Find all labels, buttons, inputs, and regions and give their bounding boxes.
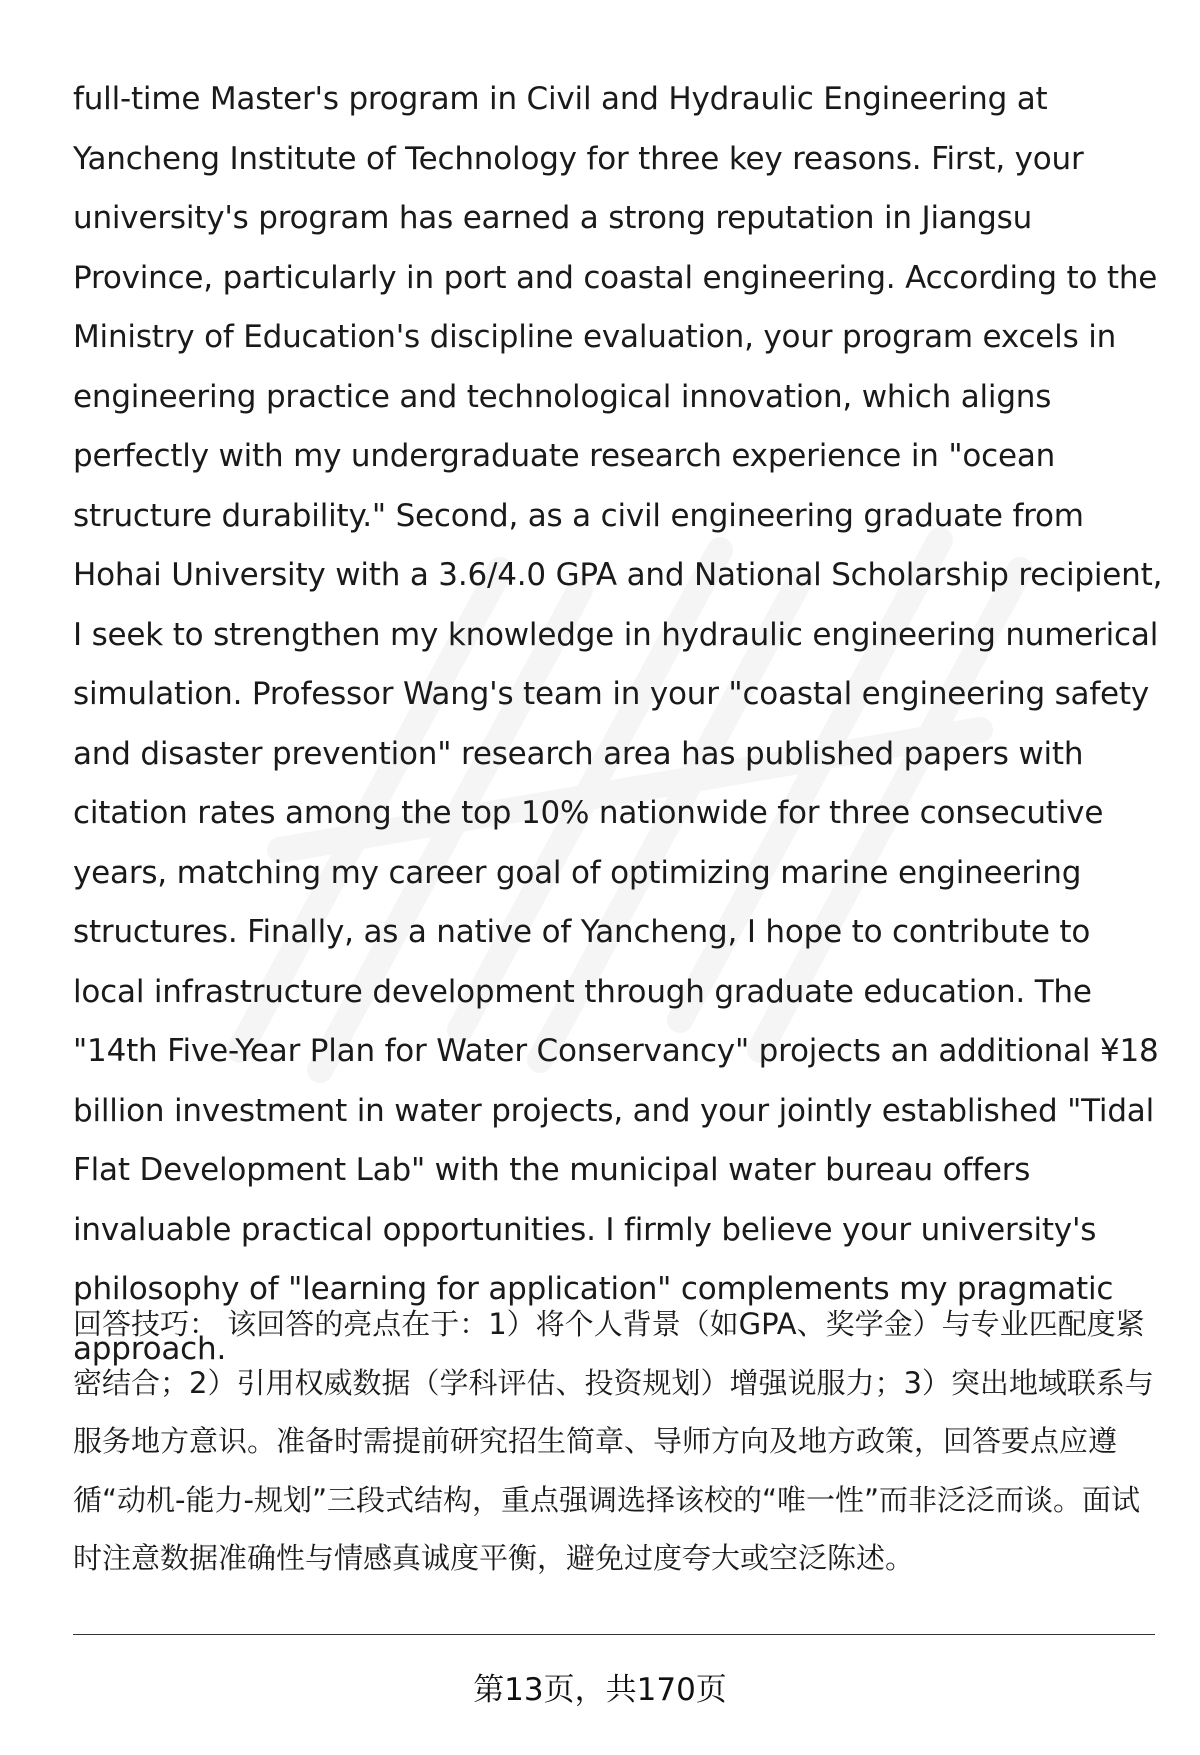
footer-divider [73,1634,1155,1635]
answer-english-paragraph: full-time Master's program in Civil and Hydraulic Engineering at Yancheng Institute of Technology for three key reasons. First, your university's program has earned a strong reputation in Jiangsu Province, particularly in port and coastal engineering. According to the Ministry of Education's discipline evaluation, your program excels in engineering practice and technological innovation, which aligns perfectly with my undergraduate research experience in "ocean structure durability." Second, as a civil engineering graduate from Hohai University with a 3.6/4.0 GPA and National Scholarship recipient, I seek to strengthen my knowledge in hydraulic engineering numerical simulation. Professor Wang's team in your "coastal engineering safety and disaster prevention" research area has published papers with citation rates among the top 10% nationwide for three consecutive years, matching my career goal of optimizing marine engineering structures. Finally, as a native of Yancheng, I hope to contribute to local infrastructure development through graduate education. The "14th Five-Year Plan for Water Conservancy" projects an additional ¥18 billion investment in water projects, and your jointly established "Tidal Flat Development Lab" with the municipal water bureau offers invaluable practical opportunities. I firmly believe your university's philosophy of "learning for application" complements my pragmatic approach. [73,81,1163,1367]
answer-tips-paragraph: 回答技巧： 该回答的亮点在于：1）将个人背景（如GPA、奖学金）与专业匹配度紧密结合；2）引用权威数据（学科评估、投资规划）增强说服力；3）突出地域联系与服务地方意识。准备时需提前研究招生简章、导师方向及地方政策，回答要点应遵循“动机-能力-规划”三段式结构，重点强调选择该校的“唯一性”而非泛泛而谈。面试时注意数据准确性与情感真诚度平衡，避免过度夸大或空泛陈述。 [73,1307,1154,1575]
page-number: 第13页，共170页 [473,1672,727,1708]
